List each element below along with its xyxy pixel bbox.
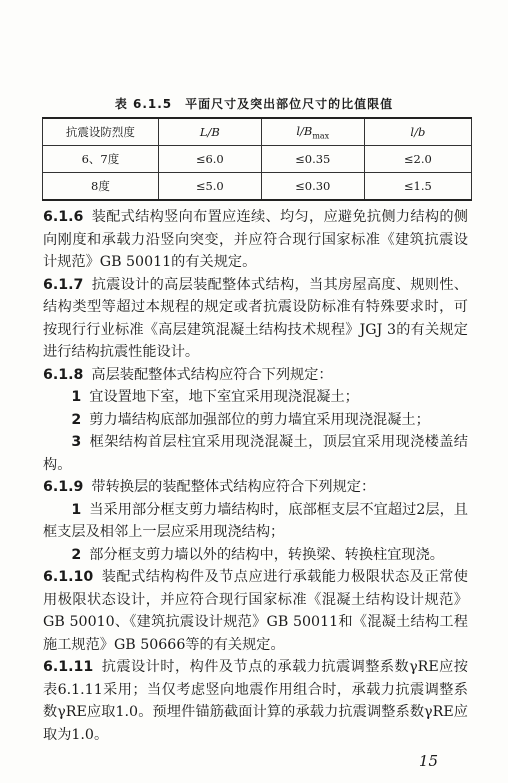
clause-text: 抗震设计的高层装配整体式结构，当其房屋高度、规则性、结构类型等超过本规程的规定或者抗震设防标准有特殊要求时，可按现行行业标准《高层建筑混凝土结构技术规程》JGJ 3的有关规定进行结构抗震性能设计。 — [43, 276, 468, 360]
list-item — [43, 499, 468, 544]
table-cell: ≤6.0 — [158, 146, 261, 173]
clause-text: 装配式结构竖向布置应连续、均匀，应避免抗侧力结构的侧向刚度和承载力沿竖向突变，并应符合现行国家标准《建筑抗震设计规范》GB 50011的有关规定。 — [43, 209, 468, 270]
table-cell: ≤1.5 — [364, 173, 471, 201]
table-cell: ≤2.0 — [364, 146, 471, 173]
clause-number: 6.1.10 — [43, 569, 94, 585]
header-subscript-max: max — [312, 131, 330, 141]
list-item — [43, 409, 468, 432]
item-text: 当采用部分框支剪力墙结构时，底部框支层不宜超过2层，且框支层及相邻上一层应采用现浇结构； — [43, 501, 468, 540]
clause-number: 6.1.6 — [43, 209, 84, 225]
item-number: 2 — [71, 411, 82, 428]
clause-number: 6.1.11 — [43, 659, 94, 675]
clause-6-1-6 — [43, 206, 468, 274]
table-cell: ≤0.30 — [261, 173, 364, 201]
header-l-over-small-b: l/b — [364, 118, 471, 146]
table-caption: 表 6.1.5 平面尺寸及突出部位尺寸的比值限值 — [114, 97, 394, 111]
clause-number: 6.1.9 — [43, 479, 84, 495]
item-text: 宜设置地下室，地下室宜采用现浇混凝土； — [89, 389, 359, 405]
item-number: 1 — [71, 389, 82, 405]
header-l-over-bmax: $l/B_{max}$ — [261, 118, 364, 146]
table-header-row — [43, 118, 472, 146]
item-text: 剪力墙结构底部加强部位的剪力墙宜采用现浇混凝土； — [89, 411, 430, 428]
clause-text: 高层装配整体式结构应符合下列规定： — [91, 366, 333, 383]
list-item — [43, 544, 468, 567]
table-cell: ≤0.35 — [261, 146, 364, 173]
item-text: 部分框支剪力墙以外的结构中，转换梁、转换柱宜现浇。 — [89, 546, 444, 563]
body-text — [43, 206, 468, 746]
clause-text: 抗震设计时，构件及节点的承载力抗震调整系数γRE应按表6.1.11采用；当仅考虑竖向地震作用组合时，承载力抗震调整系数γRE应取1.0。预埋件锚筋截面计算的承载力抗震调整系数γRE应取为1.0。 — [43, 659, 468, 743]
table-cell: 6、7度 — [43, 146, 159, 173]
table-cell: ≤5.0 — [158, 173, 261, 201]
item-number: 3 — [71, 434, 82, 450]
list-item — [43, 386, 468, 409]
clause-6-1-7 — [43, 274, 468, 364]
item-text: 框架结构首层柱宜采用现浇混凝土，顶层宜采用现浇楼盖结构。 — [43, 434, 468, 473]
table-row — [43, 173, 472, 201]
item-number: 1 — [71, 501, 82, 518]
clause-number: 6.1.8 — [43, 366, 84, 383]
clause-6-1-9 — [43, 476, 468, 499]
header-l-over-b: L/B — [158, 118, 261, 146]
page-number: 15 — [418, 752, 438, 770]
ratio-limit-table — [42, 117, 472, 201]
clause-number: 6.1.7 — [43, 276, 84, 293]
clause-6-1-8 — [43, 364, 468, 387]
clause-text: 带转换层的装配整体式结构应符合下列规定： — [91, 479, 376, 495]
list-item — [43, 431, 468, 476]
table-cell: 8度 — [43, 173, 159, 201]
clause-6-1-10 — [43, 566, 468, 656]
table-row — [43, 146, 472, 173]
header-seismic-intensity: 抗震设防烈度 — [43, 118, 159, 146]
clause-6-1-11 — [43, 656, 468, 746]
item-number: 2 — [71, 546, 82, 563]
clause-text: 装配式结构构件及节点应进行承载能力极限状态及正常使用极限状态设计，并应符合现行国家标准《混凝土结构设计规范》GB 50010、《建筑抗震设计规范》GB 50011和《混凝土结构工程施工规范》GB 50666等的有关规定。 — [43, 569, 468, 653]
